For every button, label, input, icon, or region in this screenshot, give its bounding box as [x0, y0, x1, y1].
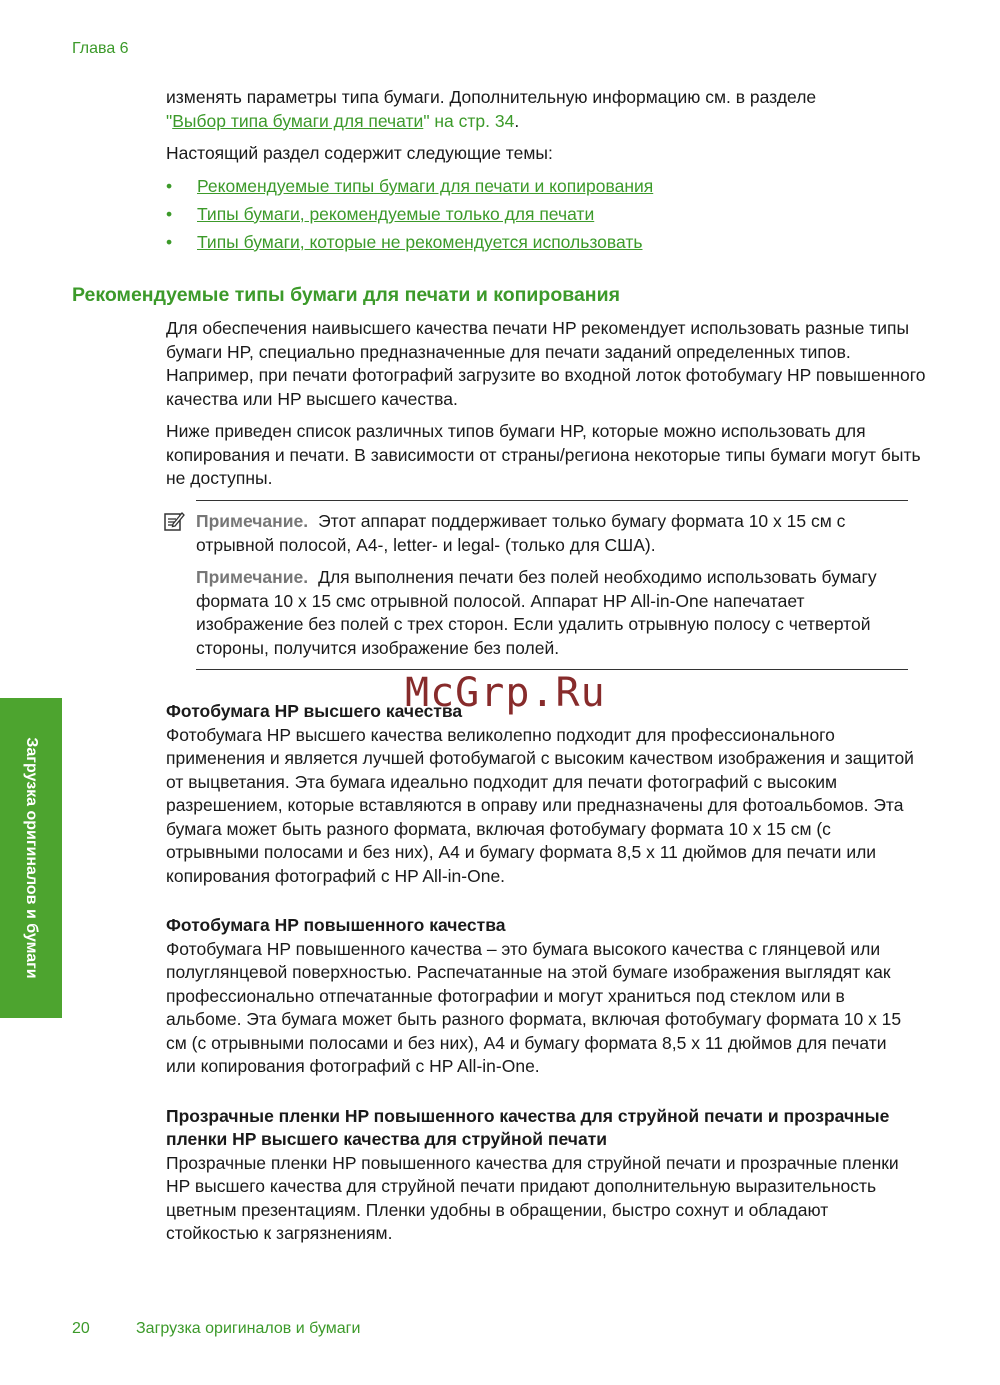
- topic-link[interactable]: Типы бумаги, рекомендуемые только для печати: [197, 203, 595, 224]
- intro-block: [166, 86, 916, 259]
- list-item: [166, 203, 916, 227]
- side-tab: [0, 698, 62, 1018]
- topic-link[interactable]: Типы бумаги, которые не рекомендуется использовать: [197, 231, 643, 252]
- subsection-heading: Фотобумага HP повышенного качества: [166, 915, 506, 935]
- section-title: Рекомендуемые типы бумаги для печати и копирования: [72, 284, 620, 306]
- page-reference[interactable]: на стр. 34: [429, 110, 515, 131]
- note-label: Примечание.: [196, 511, 309, 531]
- intro-paragraph: [166, 86, 916, 133]
- note-label: Примечание.: [196, 567, 309, 587]
- bullet: •: [166, 231, 173, 252]
- subsection-heading: Прозрачные пленки HP повышенного качества для струйной печати и прозрачные пленки HP высшего качества для струйной печати: [166, 1105, 890, 1149]
- topics-intro: Настоящий раздел содержит следующие темы:: [166, 143, 553, 163]
- note-box: [196, 500, 908, 670]
- bullet: •: [166, 203, 173, 224]
- period: .: [514, 110, 520, 131]
- link-paper-type[interactable]: Выбор типа бумаги для печати: [172, 110, 424, 131]
- list-item: [166, 175, 916, 199]
- bullet: •: [166, 175, 173, 196]
- section-paragraph: Для обеспечения наивысшего качества печати HP рекомендует использовать разные типы бумаги HP, специально предназначенные для печати заданий определенных типов. Например, при печати фотографий загрузите во входной лоток фотобумагу HP повышенного качества или HP высшего качества.: [166, 318, 926, 409]
- paper-types: [166, 700, 916, 1272]
- section-paragraph: Ниже приведен список различных типов бумаги HP, которые можно использовать для копирования и печати. В зависимости от страны/региона некоторые типы бумаги могут быть не доступны.: [166, 421, 921, 488]
- note: [196, 510, 908, 557]
- quote-close: ": [423, 110, 430, 131]
- list-item: [166, 231, 916, 255]
- watermark: McGrp.Ru: [405, 670, 606, 716]
- subsection-text: Фотобумага HP высшего качества великолепно подходит для профессионального применения и является лучшей фотобумагой с высоким качеством изображения и защитой от выцветания. Эта бумага идеально подходит для печати фотографий с высоким разрешением, которые вставляются в оправу или предназначены для фотоальбомов. Эта бумага может быть разного формата, включая фотобумагу формата 10 x 15 см (с отрывными полосами и без них), A4 и бумагу формата 8,5 x 11 дюймов для печати или копирования фотографий с HP All-in-One.: [166, 724, 914, 886]
- note-icon: [163, 510, 185, 532]
- chapter-header: Глава 6: [72, 40, 129, 57]
- quote-open: ": [166, 110, 173, 131]
- page-number: 20: [72, 1320, 90, 1337]
- intro-text: изменять параметры типа бумаги. Дополнительную информацию см. в разделе: [166, 87, 817, 107]
- topics-list: [166, 175, 916, 255]
- side-tab-label: Загрузка оригиналов и бумаги: [23, 737, 40, 979]
- topic-link[interactable]: Рекомендуемые типы бумаги для печати и копирования: [197, 175, 654, 196]
- subsection-text: Прозрачные пленки HP повышенного качества для струйной печати и прозрачные пленки HP высшего качества для струйной печати придают дополнительную выразительность цветным презентациям. Пленки удобны в обращении, быстро сохнут и обладают стойкостью к загрязнениям.: [166, 1152, 899, 1243]
- subsection-text: Фотобумага HP повышенного качества – это бумага высокого качества с глянцевой или полуглянцевой поверхностью. Распечатанные на этой бумаге изображения выглядят как профессионально отпечатанные фотографии и могут храниться под стеклом или в альбоме. Эта бумага может быть разного формата, включая фотобумагу формата 10 x 15 см (с отрывными полосами и без них), A4 и бумагу формата 8,5 x 11 дюймов для печати или копирования фотографий с HP All-in-One.: [166, 938, 902, 1076]
- note: [196, 566, 908, 660]
- subsection-heading: Фотобумага HP высшего качества: [166, 701, 463, 721]
- footer-title: Загрузка оригиналов и бумаги: [136, 1320, 361, 1337]
- note-text: Этот аппарат поддерживает только бумагу формата 10 x 15 см с отрывной полосой, A4-, letter- и legal- (только для США).: [196, 511, 846, 555]
- section-body: [166, 317, 926, 500]
- note-text: Для выполнения печати без полей необходимо использовать бумагу формата 10 x 15 смс отрывной полосой. Аппарат HP All-in-One напечатает изображение без полей с трех сторон. Если удалить отрывную полосу с четвертой стороны, получится изображение без полей.: [196, 567, 877, 658]
